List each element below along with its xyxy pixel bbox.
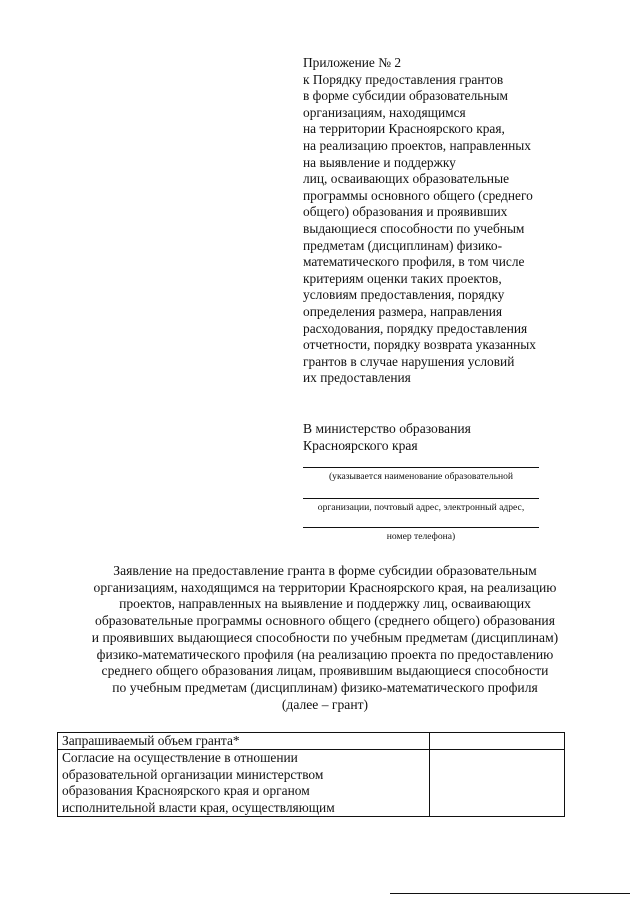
annex-line: их предоставления (303, 370, 411, 386)
annex-line: определения размера, направления (303, 303, 503, 319)
grant-amount-value[interactable] (430, 733, 565, 750)
annex-header (303, 55, 603, 387)
application-title (40, 563, 610, 713)
annex-line: программы основного общего (среднего (303, 187, 533, 203)
application-line: образовательные программы основного общего (среднего общего) образования (95, 613, 555, 629)
application-line: физико-математического профиля (на реализацию проекта по предоставлению (96, 646, 554, 662)
consent-line: образовательной организации министерством (62, 766, 324, 782)
consent-value[interactable] (430, 750, 565, 817)
org-address-field[interactable] (303, 498, 539, 514)
application-line: по учебным предметам (дисциплинам) физико-математического профиля (112, 679, 538, 695)
org-phone-field[interactable] (303, 527, 539, 543)
footnote-separator (390, 893, 630, 894)
annex-line: грантов в случае нарушения условий (303, 353, 515, 369)
addressee-line: Красноярского края (303, 437, 418, 453)
application-line: и проявивших выдающиеся способности по учебным предметам (дисциплинам) (91, 629, 559, 645)
annex-line: условиям предоставления, порядку (303, 287, 505, 303)
annex-line: отчетности, порядку возврата указанных (303, 337, 536, 353)
annex-line: на территории Красноярского края, (303, 121, 505, 137)
org-name-field[interactable] (303, 467, 539, 483)
consent-line: образования Красноярского края и органом (62, 783, 310, 799)
addressee-line: В министерство образования (303, 421, 471, 436)
table-row (58, 750, 565, 817)
application-line: (далее – грант) (281, 696, 369, 712)
consent-label (58, 750, 430, 817)
annex-line: выдающиеся способности по учебным (303, 220, 525, 236)
fill-line (303, 498, 539, 499)
fill-line (303, 527, 539, 528)
field-hint: (указывается наименование образовательной (328, 471, 514, 482)
field-hint: организации, почтовый адрес, электронный адрес, (317, 502, 525, 513)
consent-line: исполнительной власти края, осуществляющим (62, 799, 335, 815)
grant-table (57, 732, 565, 817)
application-line: среднего общего образования лицам, проявившим выдающиеся способности (101, 663, 549, 679)
fill-line (303, 467, 539, 468)
annex-line: общего) образования и проявивших (303, 204, 508, 220)
application-line: Заявление на предоставление гранта в форме субсидии образовательным (113, 563, 537, 578)
annex-line: математического профиля, в том числе (303, 254, 525, 270)
annex-line: расходования, порядку предоставления (303, 320, 528, 336)
annex-title: Приложение № 2 (303, 55, 402, 70)
table-row (58, 733, 565, 750)
field-hint: номер телефона) (386, 531, 456, 542)
annex-line: в форме субсидии образовательным (303, 88, 509, 104)
application-line: организациям, находящимся на территории Красноярского края, на реализацию (93, 579, 557, 595)
annex-line: организациям, находящимся (303, 104, 466, 120)
annex-line: лиц, осваивающих образовательные (303, 171, 510, 187)
annex-line: критериям оценки таких проектов, (303, 270, 502, 286)
annex-line: на реализацию проектов, направленных (303, 137, 532, 153)
grant-amount-label: Запрашиваемый объем гранта* (58, 733, 430, 750)
annex-line: предметам (дисциплинам) физико- (303, 237, 503, 253)
application-line: проектов, направленных на выявление и поддержку лиц, осваивающих (119, 596, 531, 612)
addressee-block (303, 421, 603, 454)
annex-line: на выявление и поддержку (303, 154, 456, 170)
annex-line: к Порядку предоставления грантов (303, 71, 504, 87)
consent-line: Согласие на осуществление в отношении (62, 750, 298, 766)
